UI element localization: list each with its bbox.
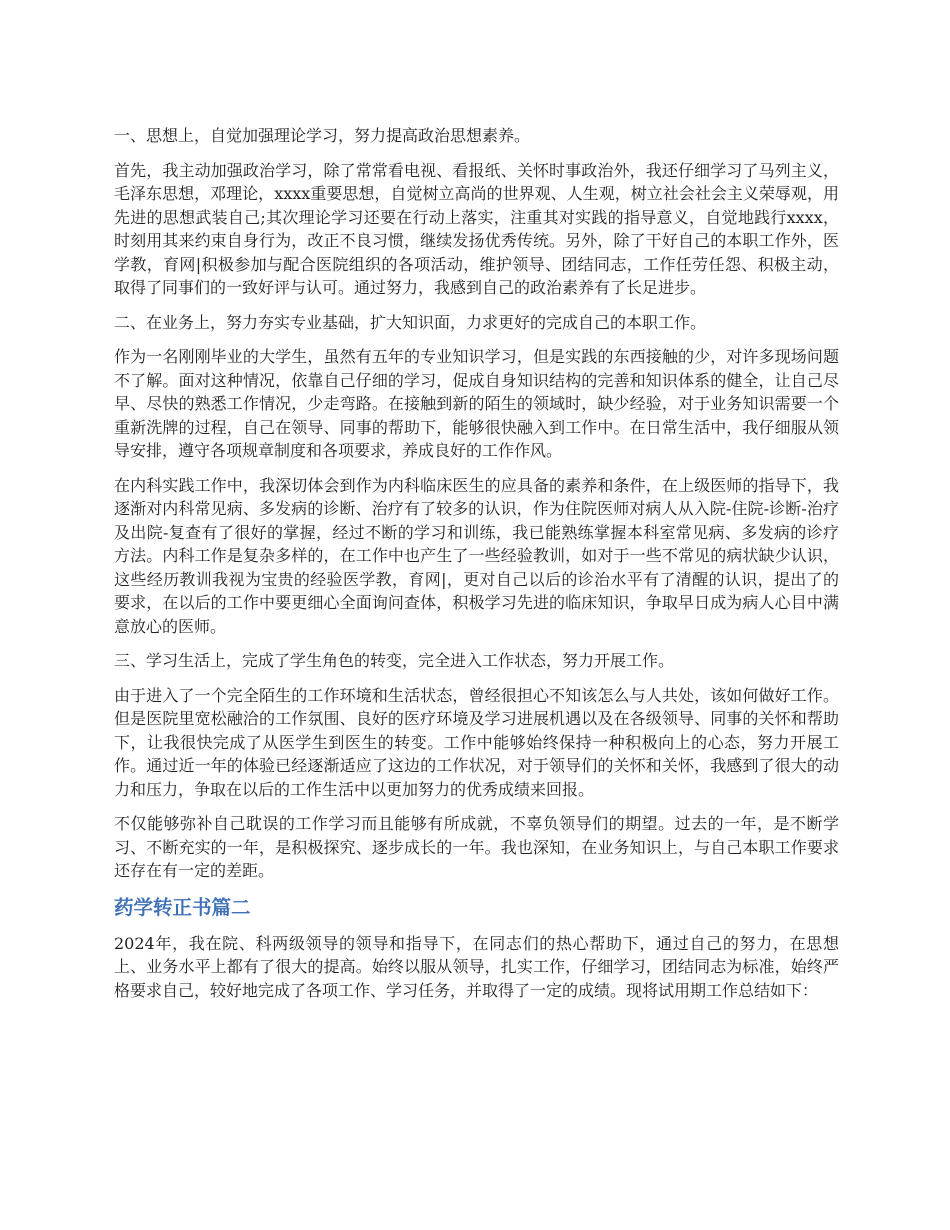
paragraph: 2024年，我在院、科两级领导的领导和指导下，在同志们的热心帮助下，通过自己的努力，在思想上、业务水平上都有了很大的提高。始终以服从领导，扎实工作，仔细学习，团结同志为标准，始终严格要求自己，较好地完成了各项工作、学习任务，并取得了一定的成绩。现将试用期工作总结如下： (114, 933, 839, 1000)
document-body (114, 124, 839, 1013)
section-heading-3: 三、学习生活上，完成了学生角色的转变，完全进入工作状态，努力开展工作。 (114, 651, 675, 670)
section-heading-2: 二、在业务上，努力夯实专业基础，扩大知识面，力求更好的完成自己的本职工作。 (114, 312, 707, 332)
section-heading-1: 一、思想上，自觉加强理论学习，努力提高政治思想素养。 (114, 126, 531, 145)
article-section-title: 药学转正书篇二 (114, 895, 251, 919)
paragraph: 首先，我主动加强政治学习，除了常常看电视、看报纸、关怀时事政治外，我还仔细学习了马列主义，毛泽东思想，邓理论，xxxx重要思想，自觉树立高尚的世界观、人生观，树立社会社会主义荣辱观，用先进的思想武装自己;其次理论学习还要在行动上落实，注重其对实践的指导意义，自觉地践行xxxx，时刻用其来约束自身行为，改正不良习惯，继续发扬优秀传统。另外，除了干好自己的本职工作外，医学教，育网|积极参加与配合医院组织的各项活动，维护领导、团结同志，工作任劳任怨、积极主动，取得了同事们的一致好评与认可。通过努力，我感到自己的政治素养有了长足进步。 (114, 160, 839, 297)
paragraph: 由于进入了一个完全陌生的工作环境和生活状态，曾经很担心不知该怎么与人共处，该如何做好工作。但是医院里宽松融洽的工作氛围、良好的医疗环境及学习进展机遇以及在各级领导、同事的关怀和帮助下，让我很快完成了从医学生到医生的转变。工作中能够始终保持一种积极向上的心态，努力开展工作。通过近一年的体验已经逐渐适应了这边的工作状况，对于领导们的关怀和关怀，我感到了很大的动力和压力，争取在以后的工作生活中以更加努力的优秀成绩来回报。 (114, 685, 839, 799)
paragraph: 在内科实践工作中，我深切体会到作为内科临床医生的应具备的素养和条件，在上级医师的指导下，我逐渐对内科常见病、多发病的诊断、治疗有了较多的认识，作为住院医师对病人从入院-住院-诊断-治疗及出院-复查有了很好的掌握，经过不断的学习和训练，我已能熟练掌握本科室常见病、多发病的诊疗方法。内科工作是复杂多样的，在工作中也产生了一些经验教训，如对于一些不常见的病状缺少认识，这些经历教训我视为宝贵的经验医学教，育网|，更对自己以后的诊治水平有了清醒的认识，提出了的要求，在以后的工作中要更细心全面询问查体，积极学习先进的临床知识，争取早日成为病人心目中满意放心的医师。 (114, 475, 839, 636)
paragraph: 不仅能够弥补自己耽误的工作学习而且能够有所成就，不辜负领导们的期望。过去的一年，是不断学习、不断充实的一年，是积极探究、逐步成长的一年。我也深知，在业务知识上，与自己本职工作要求还存在有一定的差距。 (114, 814, 839, 880)
paragraph: 作为一名刚刚毕业的大学生，虽然有五年的专业知识学习，但是实践的东西接触的少，对许多现场问题不了解。面对这种情况，依靠自己仔细的学习，促成自身知识结构的完善和知识体系的健全，让自己尽早、尽快的熟悉工作情况，少走弯路。在接触到新的陌生的领域时，缺少经验，对于业务知识需要一个重新洗牌的过程，自己在领导、同事的帮助下，能够很快融入到工作中。在日常生活中，我仔细服从领导安排，遵守各项规章制度和各项要求，养成良好的工作作风。 (114, 347, 839, 460)
